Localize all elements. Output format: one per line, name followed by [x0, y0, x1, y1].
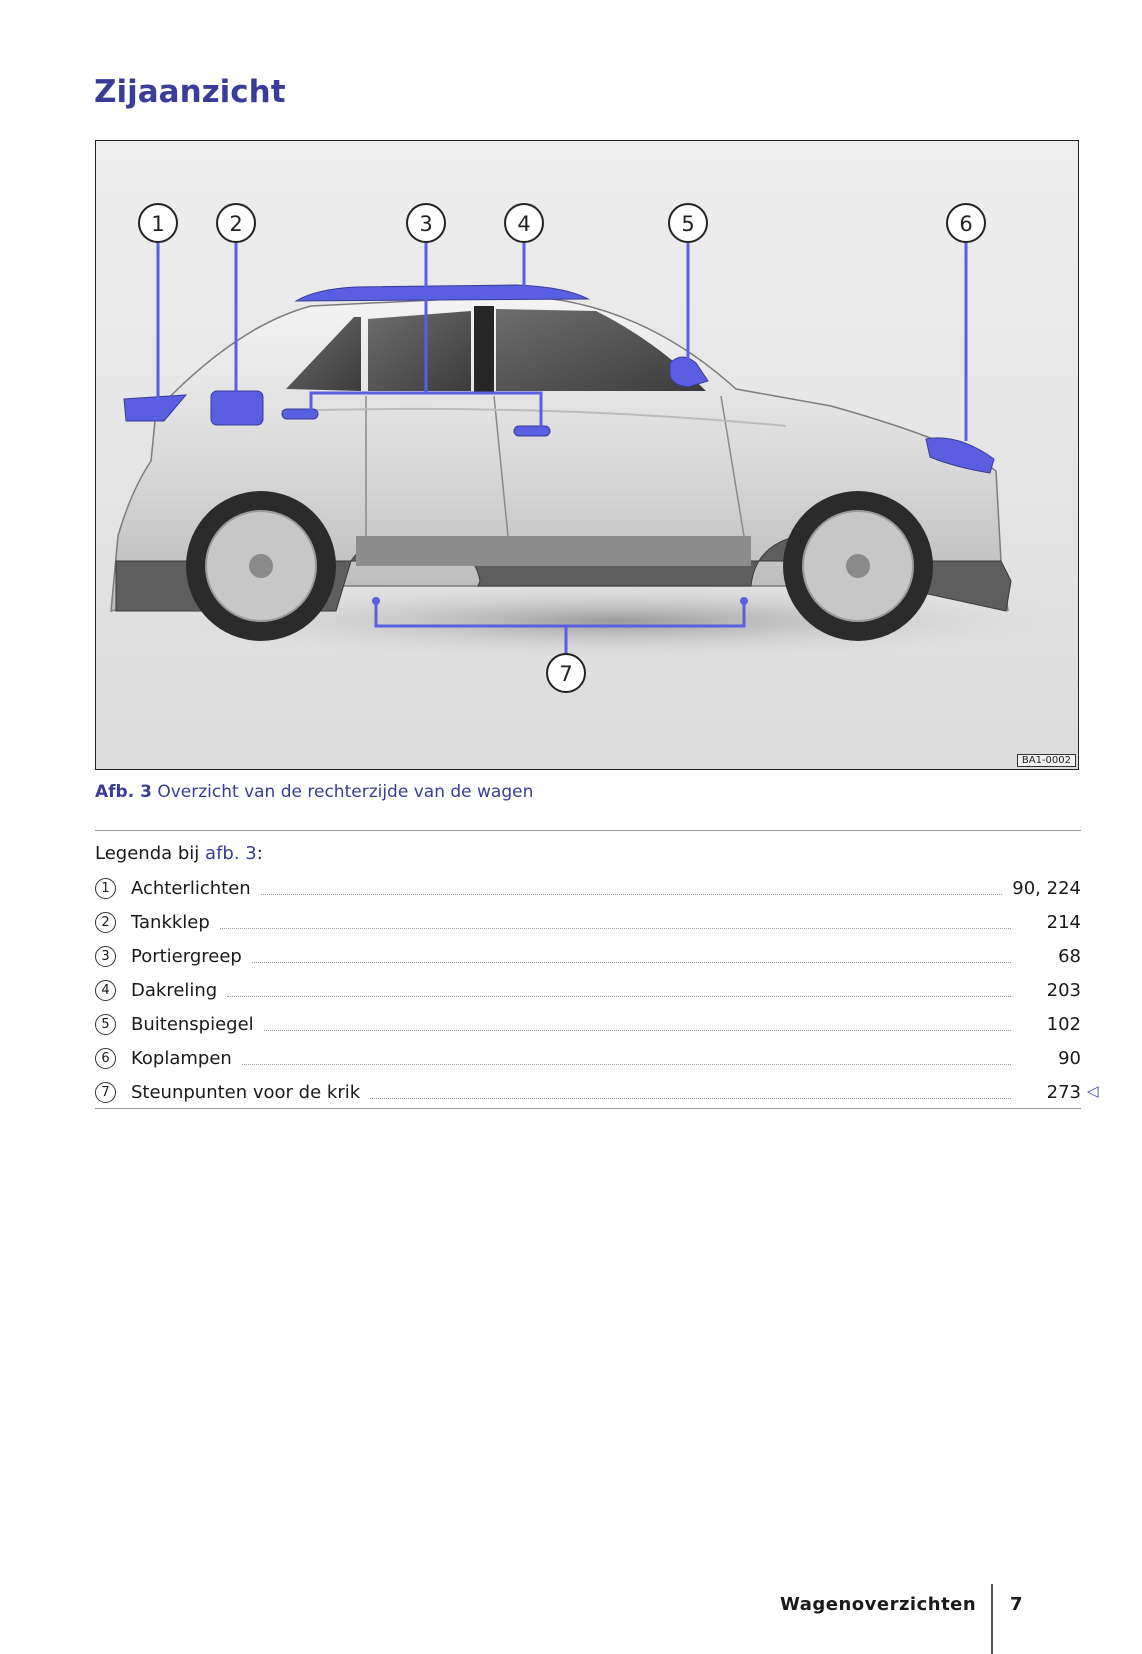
legend-list [95, 871, 1081, 1109]
figure-caption [95, 782, 533, 802]
legend-item-number: 7 [95, 1082, 116, 1103]
legend-item-page-ref[interactable]: 102 [1046, 1013, 1081, 1035]
svg-text:4: 4 [517, 212, 531, 236]
legend-colon: : [256, 843, 263, 864]
footer-page-number: 7 [1010, 1594, 1023, 1615]
legend-item [95, 973, 1081, 1007]
legend-top-rule [95, 830, 1081, 831]
legend-item-page-ref[interactable]: 273 [1046, 1081, 1081, 1103]
legend-item-page-ref[interactable]: 214 [1046, 911, 1081, 933]
car-side-view-figure [95, 140, 1079, 770]
legend-item-number: 2 [95, 912, 116, 933]
leader-dots [242, 1064, 1011, 1065]
svg-text:7: 7 [559, 662, 573, 686]
legend-item-page-ref[interactable]: 90 [1058, 1047, 1081, 1069]
leader-dots [227, 996, 1011, 997]
section-end-icon: ◁ [1087, 1082, 1099, 1100]
legend-figure-ref[interactable]: afb. 3 [205, 843, 257, 864]
leader-dots [261, 894, 1003, 895]
legend-item-number: 6 [95, 1048, 116, 1069]
legend-item [95, 871, 1081, 905]
leader-dots [220, 928, 1011, 929]
figure-code: BA1-0002 [1017, 754, 1076, 767]
svg-text:3: 3 [419, 212, 433, 236]
callout-marker-7 [547, 654, 585, 692]
legend-item-label: Steunpunten voor de krik [131, 1081, 361, 1103]
callout-marker-1 [139, 204, 177, 242]
legend-item-label: Tankklep [131, 911, 210, 933]
legend-item-label: Dakreling [131, 979, 218, 1001]
svg-text:1: 1 [151, 212, 165, 236]
legend-item-label: Koplampen [131, 1047, 232, 1069]
legend-item-label: Portiergreep [131, 945, 242, 967]
footer-section-title: Wagenoverzichten [780, 1594, 977, 1615]
legend-item-label: Buitenspiegel [131, 1013, 254, 1035]
svg-text:5: 5 [681, 212, 695, 236]
legend-title [95, 843, 263, 864]
legend-item-number: 1 [95, 878, 116, 899]
callout-marker-4 [505, 204, 543, 242]
legend-item [95, 939, 1081, 973]
figure-caption-label: Afb. 3 [95, 782, 152, 802]
legend-item [95, 905, 1081, 939]
leader-dots [264, 1030, 1011, 1031]
legend-item-page-ref[interactable]: 68 [1058, 945, 1081, 967]
svg-text:6: 6 [959, 212, 973, 236]
legend-item-page-ref[interactable]: 203 [1046, 979, 1081, 1001]
legend-item-number: 5 [95, 1014, 116, 1035]
legend-bottom-rule [95, 1108, 1081, 1109]
legend-intro: Legenda bij [95, 843, 200, 864]
legend-item [95, 1007, 1081, 1041]
callout-marker-6 [947, 204, 985, 242]
footer-divider [991, 1584, 993, 1654]
legend-item-page-ref[interactable]: 90, 224 [1012, 877, 1081, 899]
legend-item-label: Achterlichten [131, 877, 251, 899]
callout-marker-5 [669, 204, 707, 242]
legend-item [95, 1041, 1081, 1075]
legend-item [95, 1075, 1081, 1109]
legend-item-number: 3 [95, 946, 116, 967]
legend-item-number: 4 [95, 980, 116, 1001]
page-title: Zijaanzicht [94, 74, 286, 110]
leader-dots [370, 1098, 1011, 1099]
callout-marker-2 [217, 204, 255, 242]
figure-caption-text: Overzicht van de rechterzijde van de wagen [157, 782, 534, 802]
leader-dots [252, 962, 1011, 963]
svg-text:2: 2 [229, 212, 243, 236]
callout-marker-3 [407, 204, 445, 242]
callout-markers [96, 141, 1079, 770]
